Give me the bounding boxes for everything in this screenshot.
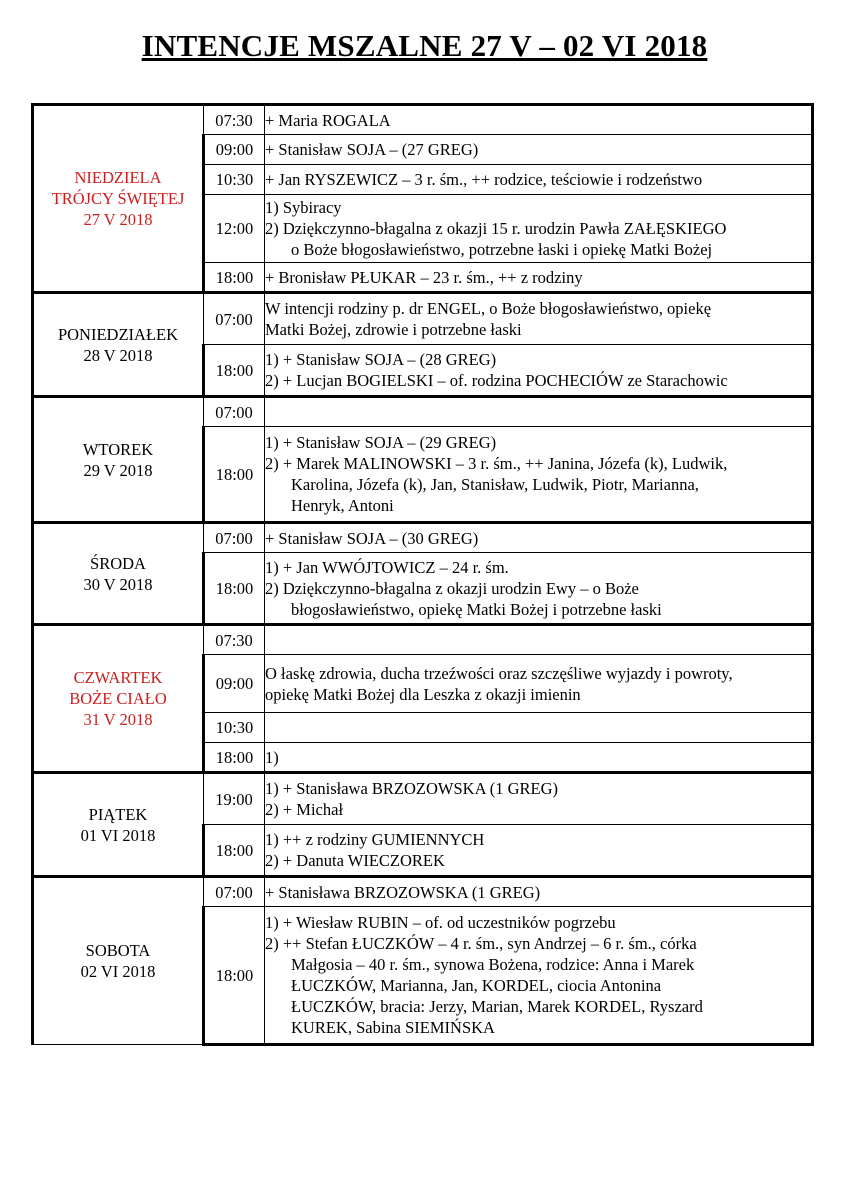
intention-line: + Stanisław SOJA – (30 GREG): [265, 528, 479, 548]
mass-intention: [265, 553, 813, 625]
day-name-line: WTOREK: [82, 439, 154, 459]
day-name-line: BOŻE CIAŁO: [69, 689, 167, 708]
mass-intention: [265, 165, 813, 195]
day-name-line: NIEDZIELA: [74, 168, 162, 187]
day-name: [33, 105, 204, 293]
day-name-line: CZWARTEK: [73, 668, 163, 687]
mass-intention: [265, 105, 813, 135]
mass-intention: [265, 825, 813, 877]
intention-line: 1) + Stanisław SOJA – (29 GREG): [265, 433, 497, 452]
mass-intentions-table: [31, 103, 814, 1046]
day-name-line: 01 VI 2018: [80, 825, 156, 845]
intention-line: 1) + Wiesław RUBIN – of. od uczestników pogrzebu: [265, 913, 616, 932]
mass-intention: [265, 773, 813, 825]
day-name-line: PONIEDZIAŁEK: [57, 324, 179, 344]
intention-line: o Boże błogosławieństwo, potrzebne łaski i opiekę Matki Bożej: [291, 240, 713, 259]
day-name: [33, 293, 204, 397]
mass-intention: [265, 877, 813, 907]
mass-time: 09:00: [204, 655, 265, 713]
day-name-line: 02 VI 2018: [80, 962, 156, 981]
intention-line: 1): [265, 747, 279, 767]
intention-line: + Jan RYSZEWICZ – 3 r. śm., ++ rodzice, teściowie i rodzeństwo: [265, 170, 703, 189]
intention-line: błogosławieństwo, opiekę Matki Bożej i potrzebne łaski: [291, 599, 662, 619]
intention-line: Małgosia – 40 r. śm., synowa Bożena, rodzice: Anna i Marek: [291, 955, 695, 974]
day-name: [33, 397, 204, 523]
mass-time: 10:30: [204, 713, 265, 743]
mass-time: 07:30: [204, 625, 265, 655]
intention-line: 2) Dziękczynno-błagalna z okazji urodzin Ewy – o Boże: [265, 578, 639, 598]
mass-row: [33, 877, 813, 907]
mass-intention: [265, 195, 813, 263]
mass-intention: [265, 345, 813, 397]
intention-line: 1) + Stanisław SOJA – (28 GREG): [265, 350, 497, 369]
mass-time: 07:00: [204, 877, 265, 907]
mass-time: 07:00: [204, 397, 265, 427]
day-name: [33, 773, 204, 877]
intention-line: + Stanisława BRZOZOWSKA (1 GREG): [265, 882, 541, 902]
intention-line: 2) + Marek MALINOWSKI – 3 r. śm., ++ Janina, Józefa (k), Ludwik,: [265, 454, 728, 473]
intention-line: + Stanisław SOJA – (27 GREG): [265, 140, 479, 159]
mass-time: 18:00: [204, 553, 265, 625]
intention-line: 1) + Stanisława BRZOZOWSKA (1 GREG): [265, 779, 558, 798]
intention-line: W intencji rodziny p. dr ENGEL, o Boże błogosławieństwo, opiekę: [265, 299, 712, 318]
mass-row: [33, 397, 813, 427]
mass-intention: [265, 135, 813, 165]
mass-time: 10:30: [204, 165, 265, 195]
mass-row: [33, 105, 813, 135]
day-name: [33, 625, 204, 773]
day-name-line: 27 V 2018: [83, 210, 153, 229]
mass-time: 07:00: [204, 523, 265, 553]
mass-row: [33, 773, 813, 825]
intention-line: 1) ++ z rodziny GUMIENNYCH: [265, 830, 485, 849]
mass-intention: [265, 655, 813, 713]
day-name-line: 31 V 2018: [83, 710, 153, 729]
day-name-line: 29 V 2018: [83, 460, 153, 480]
mass-time: 07:30: [204, 105, 265, 135]
mass-intention: [265, 293, 813, 345]
mass-time: 18:00: [204, 825, 265, 877]
day-name: [33, 877, 204, 1045]
mass-time: 18:00: [204, 345, 265, 397]
mass-time: 12:00: [204, 195, 265, 263]
day-name-line: TRÓJCY ŚWIĘTEJ: [51, 189, 185, 208]
page-title: INTENCJE MSZALNE 27 V – 02 VI 2018: [141, 28, 708, 63]
day-name-line: 28 V 2018: [83, 345, 153, 365]
intention-line: Karolina, Józefa (k), Jan, Stanisław, Ludwik, Piotr, Marianna,: [291, 475, 699, 494]
mass-time: 19:00: [204, 773, 265, 825]
day-name-line: 30 V 2018: [83, 574, 153, 594]
intention-line: ŁUCZKÓW, bracia: Jerzy, Marian, Marek KORDEL, Ryszard: [291, 997, 703, 1016]
intention-line: Matki Bożej, zdrowie i potrzebne łaski: [265, 320, 522, 339]
intention-line: KUREK, Sabina SIEMIŃSKA: [291, 1018, 495, 1037]
mass-time: 18:00: [204, 263, 265, 293]
mass-intention: [265, 743, 813, 773]
intention-line: + Maria ROGALA: [265, 110, 391, 130]
intention-line: 2) + Danuta WIECZOREK: [265, 851, 445, 870]
mass-row: [33, 625, 813, 655]
intention-line: + Bronisław PŁUKAR – 23 r. śm., ++ z rodziny: [265, 267, 583, 287]
day-name-line: PIĄTEK: [88, 804, 148, 824]
mass-time: 09:00: [204, 135, 265, 165]
mass-intention: [265, 397, 813, 427]
mass-intention: [265, 263, 813, 293]
intention-line: 2) + Michał: [265, 800, 344, 819]
mass-time: 18:00: [204, 427, 265, 523]
mass-intention: [265, 427, 813, 523]
mass-intention: [265, 625, 813, 655]
schedule-body: [33, 105, 813, 1045]
mass-time: 18:00: [204, 743, 265, 773]
mass-time: 07:00: [204, 293, 265, 345]
intention-line: 1) Sybiracy: [265, 198, 342, 217]
day-name: [33, 523, 204, 625]
intention-line: Henryk, Antoni: [291, 496, 394, 515]
mass-intention: [265, 713, 813, 743]
intention-line: ŁUCZKÓW, Marianna, Jan, KORDEL, ciocia Antonina: [291, 976, 662, 995]
mass-intention: [265, 907, 813, 1045]
intention-line: O łaskę zdrowia, ducha trzeźwości oraz szczęśliwe wyjazdy i powroty,: [265, 663, 733, 683]
mass-row: [33, 293, 813, 345]
mass-row: [33, 523, 813, 553]
day-name-line: SOBOTA: [85, 941, 151, 960]
intention-line: 2) ++ Stefan ŁUCZKÓW – 4 r. śm., syn Andrzej – 6 r. śm., córka: [265, 934, 697, 953]
mass-time: 18:00: [204, 907, 265, 1045]
intention-line: 2) Dziękczynno-błagalna z okazji 15 r. urodzin Pawła ZAŁĘSKIEGO: [265, 219, 727, 238]
day-name-line: ŚRODA: [90, 553, 146, 573]
mass-intention: [265, 523, 813, 553]
intention-line: 1) + Jan WWÓJTOWICZ – 24 r. śm.: [265, 557, 509, 577]
intention-line: 2) + Lucjan BOGIELSKI – of. rodzina POCHECIÓW ze Starachowic: [265, 371, 728, 390]
intention-line: opiekę Matki Bożej dla Leszka z okazji imienin: [265, 684, 581, 704]
